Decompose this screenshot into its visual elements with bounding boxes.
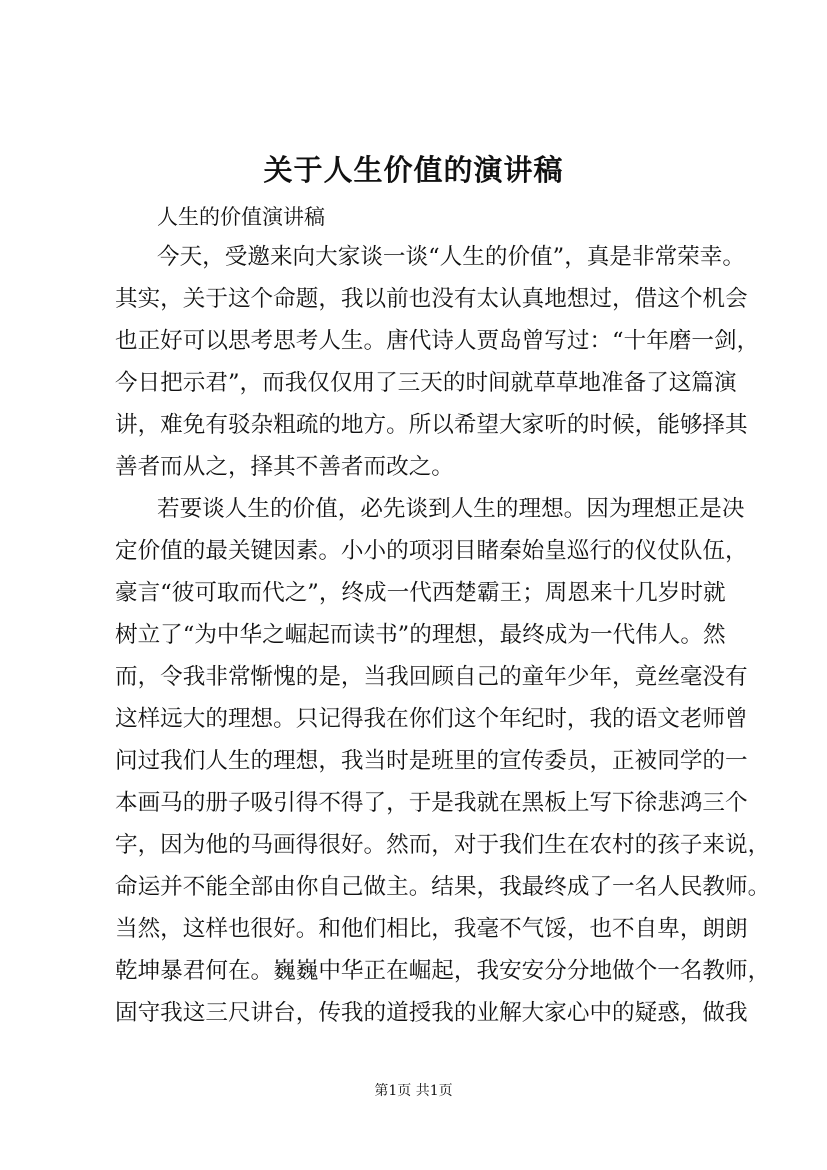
paragraph-line: 问过我们人生的理想，我当时是班里的宣传委员，正被同学的一 (115, 748, 748, 774)
paragraph-line: 若要谈人生的价值，必先谈到人生的理想。因为理想正是决 (157, 496, 745, 522)
paragraph-line: 乾坤暴君何在。巍巍中华正在崛起，我安安分分地做个一名教师， (115, 958, 771, 984)
paragraph-line: 其实，关于这个命题，我以前也没有太认真地想过，借这个机会 (115, 286, 748, 312)
paragraph-line: 这样远大的理想。只记得我在你们这个年纪时，我的语文老师曾 (115, 706, 748, 732)
paragraph-line: 固守我这三尺讲台，传我的道授我的业解大家心中的疑惑，做我 (115, 1000, 748, 1026)
paragraph-line: 豪言“彼可取而代之”，终成一代西楚霸王；周恩来十几岁时就 (115, 580, 726, 606)
paragraph-line: 善者而从之，择其不善者而改之。 (115, 454, 454, 480)
paragraph-line: 命运并不能全部由你自己做主。结果，我最终成了一名人民教师。 (115, 874, 771, 900)
paragraph-line: 树立了“为中华之崛起而读书”的理想，最终成为一代伟人。然 (115, 622, 726, 648)
document-subtitle: 人生的价值演讲稿 (157, 205, 325, 229)
document-title: 关于人生价值的演讲稿 (263, 153, 564, 187)
paragraph-line: 也正好可以思考思考人生。唐代诗人贾岛曾写过：“十年磨一剑， (115, 328, 760, 354)
paragraph-line: 而，令我非常惭愧的是，当我回顾自己的童年少年，竟丝毫没有 (115, 664, 748, 690)
paragraph-line: 字，因为他的马画得很好。然而，对于我们生在农村的孩子来说， (115, 832, 771, 858)
paragraph-line: 讲，难免有驳杂粗疏的地方。所以希望大家听的时候，能够择其 (115, 412, 748, 438)
paragraph-line: 今日把示君”，而我仅仅用了三天的时间就草草地准备了这篇演 (115, 370, 737, 396)
paragraph-line: 定价值的最关键因素。小小的项羽目睹秦始皇巡行的仪仗队伍， (115, 538, 748, 564)
paragraph-line: 本画马的册子吸引得不得了，于是我就在黑板上写下徐悲鸿三个 (115, 790, 748, 816)
paragraph-line: 当然，这样也很好。和他们相比，我毫不气馁，也不自卑，朗朗 (115, 916, 748, 942)
page-footer: 第1页 共1页 (374, 1083, 453, 1099)
paragraph-line: 今天，受邀来向大家谈一谈“人生的价值”，真是非常荣幸。 (157, 244, 745, 270)
